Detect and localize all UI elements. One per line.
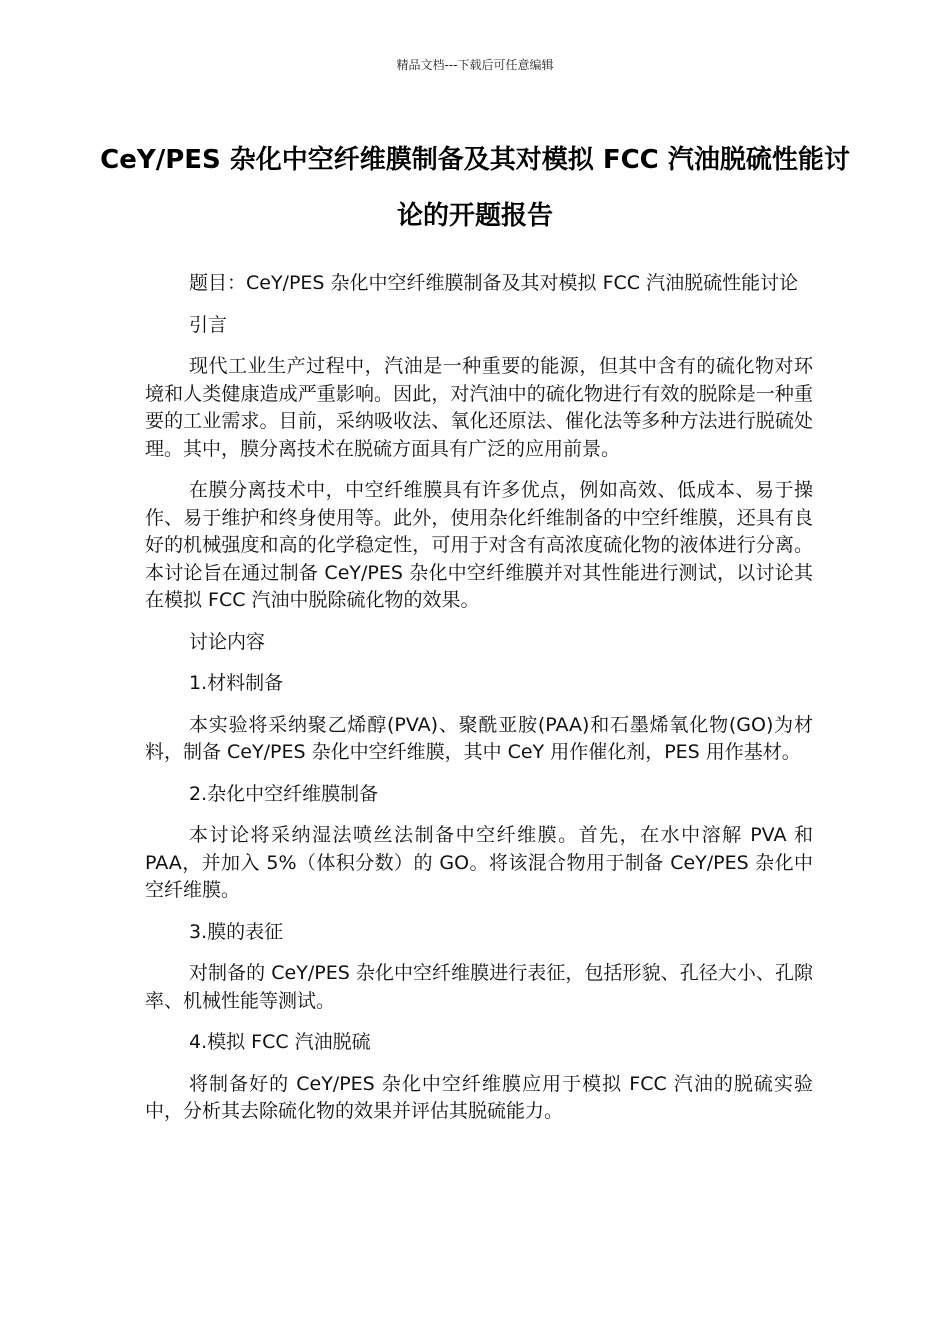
materials-paragraph: 本实验将采纳聚乙烯醇(PVA)、聚酰亚胺(PAA)和石墨烯氧化物(GO)为材料，制备 CeY/PES 杂化中空纤维膜，其中 CeY 用作催化剂，PES 用作基材。: [145, 713, 813, 763]
intro-paragraph-1: 现代工业生产过程中，汽油是一种重要的能源，但其中含有的硫化物对环境和人类健康造成严重影响。因此，对汽油中的硫化物进行有效的脱除是一种重要的工业需求。目前，采纳吸收法、氧化还原法、催化法等多种方法进行脱硫处理。其中，膜分离技术在脱硫方面具有广泛的应用前景。: [145, 355, 813, 460]
subsection-heading-membrane-prep: 2.杂化中空纤维膜制备: [189, 782, 379, 805]
subsection-heading-characterization: 3.膜的表征: [189, 920, 284, 943]
page-header-note: 精品文档---下载后可任意编辑: [396, 58, 554, 72]
topic-paragraph: 题目：CeY/PES 杂化中空纤维膜制备及其对模拟 FCC 汽油脱硫性能讨论: [189, 272, 799, 294]
section-heading-content: 讨论内容: [189, 630, 266, 653]
section-heading-introduction: 引言: [189, 313, 228, 336]
desulfurization-paragraph: 将制备好的 CeY/PES 杂化中空纤维膜应用于模拟 FCC 汽油的脱硫实验中，分析其去除硫化物的效果并评估其脱硫能力。: [145, 1072, 813, 1122]
subsection-heading-materials: 1.材料制备: [189, 672, 284, 694]
subsection-heading-desulfurization: 4.模拟 FCC 汽油脱硫: [189, 1031, 371, 1053]
document-body: [145, 270, 813, 1140]
intro-paragraph-2: 在膜分离技术中，中空纤维膜具有许多优点，例如高效、低成本、易于操作、易于维护和终身使用等。此外，使用杂化纤维制备的中空纤维膜，还具有良好的机械强度和高的化学稳定性，可用于对含有高浓度硫化物的液体进行分离。本讨论旨在通过制备 CeY/PES 杂化中空纤维膜并对其性能进行测试，以讨论其在模拟 FCC 汽油中脱除硫化物的效果。: [145, 479, 813, 611]
membrane-prep-paragraph: 本讨论将采纳湿法喷丝法制备中空纤维膜。首先，在水中溶解 PVA 和 PAA，并加入 5%（体积分数）的 GO。将该混合物用于制备 CeY/PES 杂化中空纤维膜。: [145, 824, 813, 901]
characterization-paragraph: 对制备的 CeY/PES 杂化中空纤维膜进行表征，包括形貌、孔径大小、孔隙率、机械性能等测试。: [145, 962, 813, 1012]
document-title: CeY/PES 杂化中空纤维膜制备及其对模拟 FCC 汽油脱硫性能讨论的开题报告: [100, 145, 850, 231]
